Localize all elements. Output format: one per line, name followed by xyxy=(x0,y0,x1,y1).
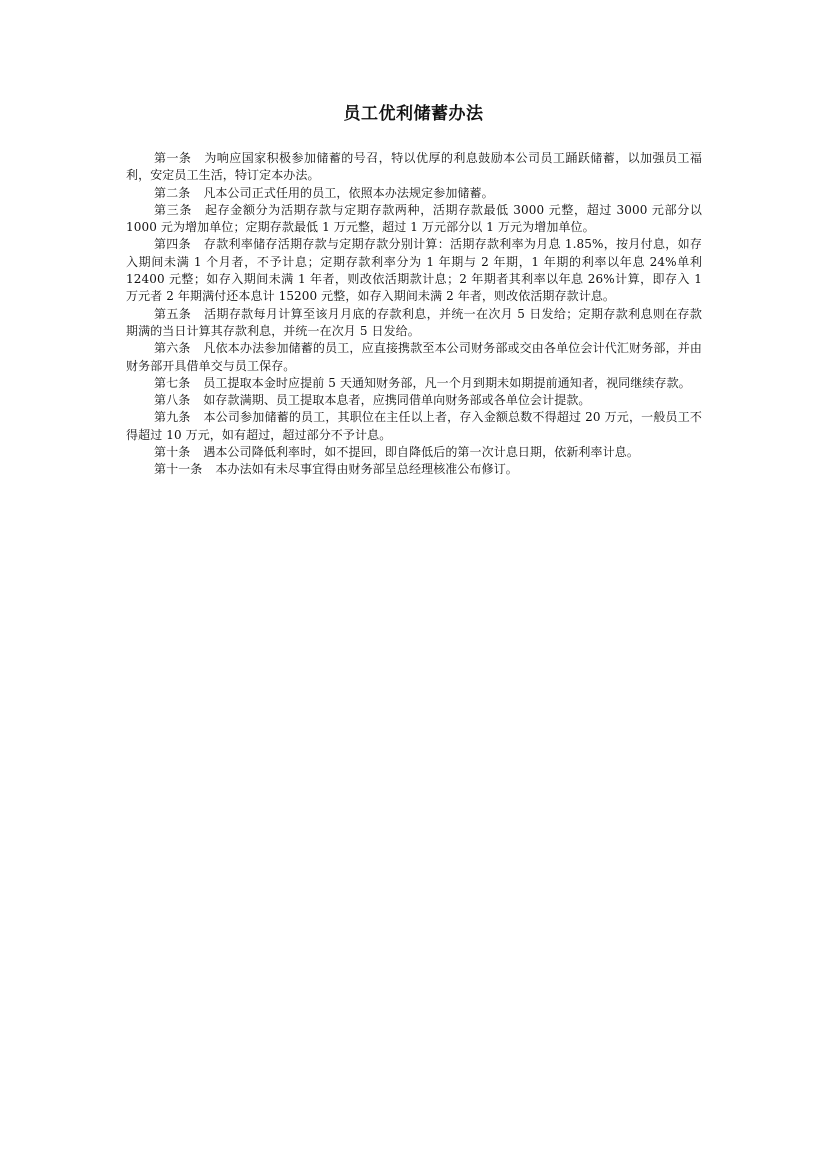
document-title: 员工优利储蓄办法 xyxy=(343,104,484,124)
article-number: 第四条 xyxy=(154,237,191,252)
article-number: 第八条 xyxy=(154,393,191,408)
article-text: 起存金额分为活期存款与定期存款两种，活期存款最低 3000 元整，超过 3000 元部分以 1000 元为增加单位；定期存款最低 1 万元整，超过 1 万元部分以 1 万元为增加单位。 xyxy=(126,202,702,235)
article-11 xyxy=(126,461,702,478)
article-text: 活期存款每月计算至该月月底的存款利息，并统一在次月 5 日发给；定期存款利息则在存款期满的当日计算其存款利息，并统一在次月 5 日发给。 xyxy=(126,306,702,338)
article-text: 存款利率储存活期存款与定期存款分别计算：活期存款利率为月息 1.85%，按月付息，如存入期间未满 1 个月者，不予计息；定期存款利率分为 1 年期与 2 年期，1 年期的利率以年息 24%单利 12400 元整；如存入期间未满 1 年者，则改依活期款计息；2 年期者其利率以年息 26%计算，即存入 1 万元者 2 年期满付还本息计 15200 元整，如存入期间未满 2 年者，则改依活期存款计息。 xyxy=(126,237,702,304)
article-text: 凡依本办法参加储蓄的员工，应直接携款至本公司财务部或交由各单位会计代汇财务部，并由财务部开具借单交与员工保存。 xyxy=(126,341,702,373)
article-6 xyxy=(126,340,702,375)
document-body xyxy=(126,150,702,479)
article-number: 第六条 xyxy=(154,341,191,356)
article-number: 第九条 xyxy=(154,410,191,425)
article-10 xyxy=(126,444,702,461)
article-number: 第一条 xyxy=(154,151,192,165)
article-5 xyxy=(126,306,702,341)
article-text: 本公司参加储蓄的员工，其职位在主任以上者，存入金额总数不得超过 20 万元，一般员工不得超过 10 万元，如有超过，超过部分不予计息。 xyxy=(126,410,702,442)
article-8 xyxy=(126,392,702,409)
article-text: 员工提取本金时应提前 5 天通知财务部，凡一个月到期未如期提前通知者，视同继续存款。 xyxy=(203,375,691,390)
article-2 xyxy=(126,185,702,202)
article-1 xyxy=(126,150,702,185)
article-text: 遇本公司降低利率时，如不提回，即自降低后的第一次计息日期，依新利率计息。 xyxy=(203,445,639,460)
article-number: 第十条 xyxy=(154,445,191,460)
article-number: 第七条 xyxy=(154,375,191,390)
article-number: 第五条 xyxy=(154,306,192,321)
article-number: 第十一条 xyxy=(154,462,203,477)
article-text: 为响应国家积极参加储蓄的号召，特以优厚的利息鼓励本公司员工踊跃储蓄，以加强员工福利，安定员工生活，特订定本办法。 xyxy=(126,151,702,183)
article-9 xyxy=(126,409,702,444)
article-3 xyxy=(126,202,702,237)
article-number: 第三条 xyxy=(154,202,192,217)
article-text: 本办法如有未尽事宜得由财务部呈总经理核准公布修订。 xyxy=(215,462,518,477)
article-7 xyxy=(126,375,702,392)
article-4 xyxy=(126,236,702,305)
article-text: 凡本公司正式任用的员工，依照本办法规定参加储蓄。 xyxy=(203,185,494,200)
article-text: 如存款满期、员工提取本息者，应携同借单向财务部或各单位会计提款。 xyxy=(203,393,591,408)
article-number: 第二条 xyxy=(154,185,191,200)
